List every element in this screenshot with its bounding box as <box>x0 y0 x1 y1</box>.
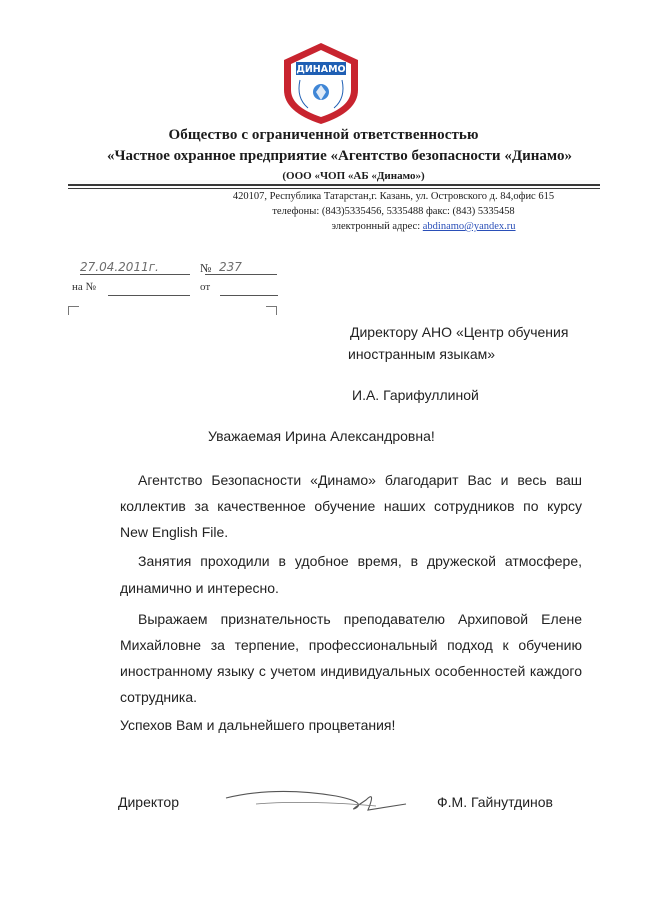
number-sign: № <box>200 261 212 275</box>
org-name-line1: Общество с ограниченной ответственностью <box>168 127 479 143</box>
in-reply-to-label: на № <box>72 281 97 293</box>
addressee-name: И.А. Гарифуллиной <box>352 387 479 403</box>
in-reply-date-blank <box>220 295 278 296</box>
logo-text: ДИНАМО <box>296 64 346 75</box>
paragraph-3-line-4: сотрудника. <box>120 689 198 705</box>
email-label: электронный адрес: <box>331 221 421 232</box>
header-rule <box>68 184 600 186</box>
paragraph-1-line-2: коллектив за качественное обучение наших сотрудников по курсу <box>120 498 582 514</box>
greeting: Уважаемая Ирина Александровна! <box>208 428 435 444</box>
paragraph-3-line-1: Выражаем признательность преподавателю Архиповой Елене <box>138 611 582 627</box>
addressee-line2: иностранным языкам» <box>348 346 496 362</box>
closing-wish: Успехов Вам и дальнейшего процветания! <box>120 717 396 733</box>
address-corner-left <box>68 306 79 315</box>
addressee-line1: Директору АНО «Центр обучения <box>350 324 569 340</box>
paragraph-1-line-1: Агентство Безопасности «Динамо» благодарит Вас и весь ваш <box>138 472 582 488</box>
outgoing-number: 237 <box>205 260 277 275</box>
org-email-line <box>0 221 647 232</box>
in-reply-number-blank <box>108 295 190 296</box>
signatory-name: Ф.М. Гайнутдинов <box>437 794 553 810</box>
org-name-line2: «Частное охранное предприятие «Агентство безопасности «Динамо» <box>107 148 572 164</box>
address-corner-right <box>266 306 277 315</box>
paragraph-1-line-3: New English File. <box>120 524 229 540</box>
handwritten-signature <box>216 782 416 816</box>
org-short-name: (ООО «ЧОП «АБ «Динамо») <box>282 170 425 182</box>
company-logo <box>278 40 364 126</box>
paragraph-3-line-2: Михайловне за терпение, профессиональный подход к обучению <box>120 637 582 653</box>
paragraph-2-line-2: динамично и интересно. <box>120 580 279 596</box>
header-rule-thin <box>68 188 600 189</box>
in-reply-date-label: от <box>200 281 211 293</box>
org-phones: телефоны: (843)5335456, 5335488 факс: (843) 5335458 <box>272 206 515 217</box>
paragraph-3-line-3: иностранному языку с учетом индивидуальных особенностей каждого <box>120 663 582 679</box>
paragraph-2-line-1: Занятия проходили в удобное время, в дружеской атмосфере, <box>138 553 582 569</box>
email-link[interactable]: abdinamo@yandex.ru <box>422 221 516 232</box>
org-address: 420107, Республика Татарстан,г. Казань, ул. Островского д. 84,офис 615 <box>232 191 555 202</box>
signatory-title: Директор <box>118 794 179 810</box>
outgoing-date: 27.04.2011г. <box>80 260 190 275</box>
